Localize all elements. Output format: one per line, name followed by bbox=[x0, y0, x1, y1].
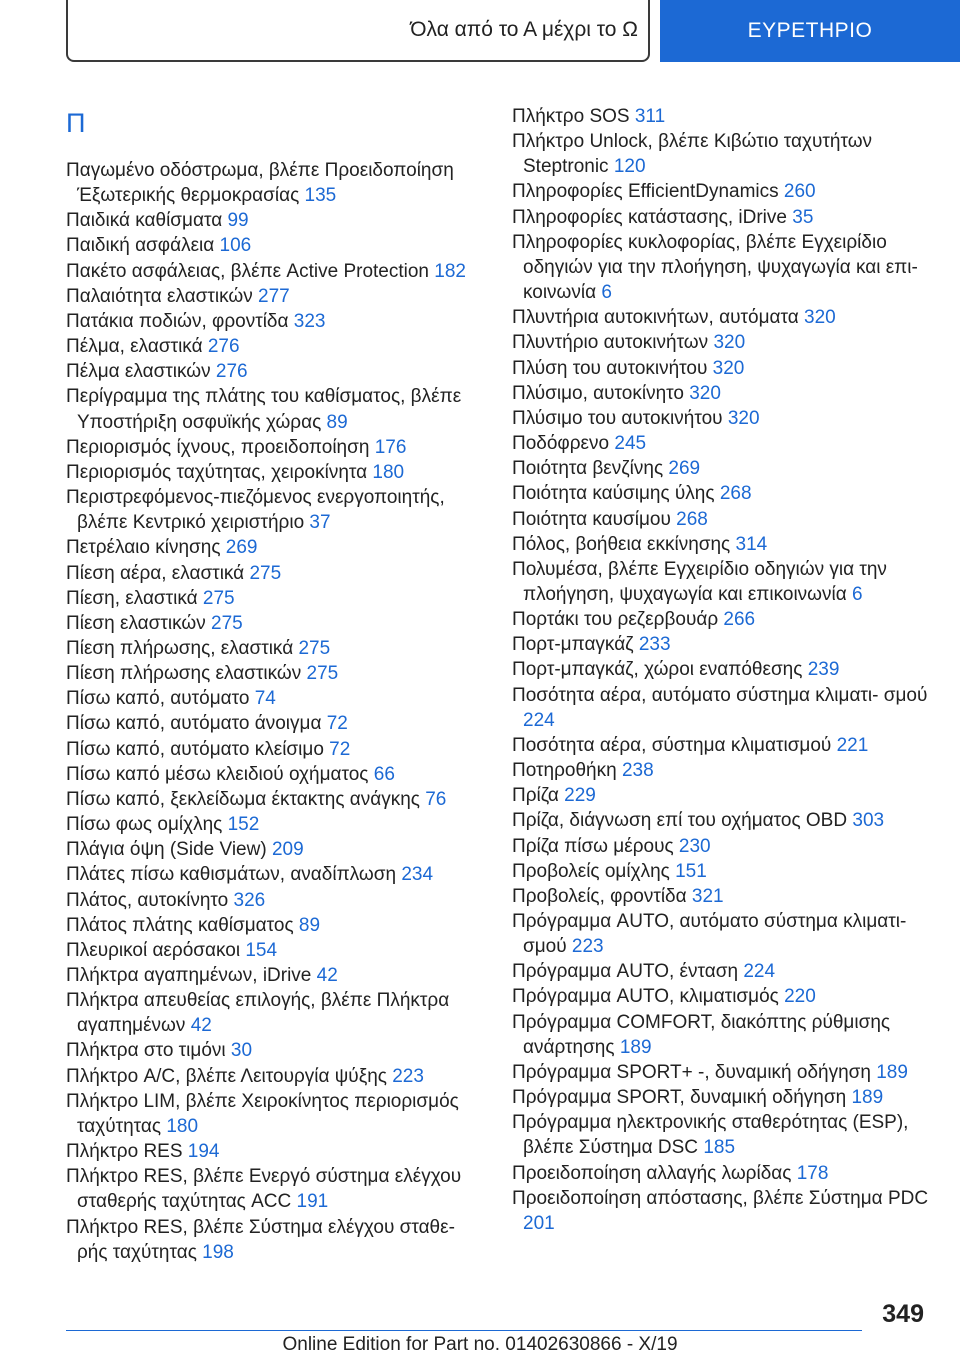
index-entry bbox=[512, 909, 942, 959]
entry-page-link[interactable]: 266 bbox=[723, 609, 756, 631]
entry-page-link[interactable]: 201 bbox=[523, 1212, 555, 1234]
entry-page-link[interactable]: 89 bbox=[326, 411, 348, 433]
index-entry bbox=[66, 460, 486, 485]
index-entry bbox=[66, 1038, 486, 1063]
entry-text: Περιορισμός ταχύτητας, χειροκίνητα bbox=[66, 461, 368, 483]
index-entry bbox=[512, 632, 942, 657]
entry-page-link[interactable]: 99 bbox=[227, 210, 249, 232]
index-entry bbox=[66, 661, 486, 686]
entry-page-link[interactable]: 233 bbox=[638, 634, 671, 656]
index-entry bbox=[66, 812, 486, 837]
entry-page-link[interactable]: 269 bbox=[225, 537, 258, 559]
index-entry bbox=[512, 406, 942, 431]
index-entry bbox=[66, 1164, 486, 1214]
index-entry bbox=[512, 959, 942, 984]
entry-page-link[interactable]: 182 bbox=[434, 260, 466, 282]
index-entry bbox=[66, 233, 486, 258]
index-entry bbox=[66, 259, 486, 284]
entry-text: Πλήκτρο Unlock, βλέπε Κιβώτιο ταχυτήτων Steptronic bbox=[512, 131, 873, 178]
entry-page-link[interactable]: 275 bbox=[306, 663, 339, 685]
entry-page-link[interactable]: 224 bbox=[743, 961, 776, 983]
index-entry bbox=[512, 683, 942, 733]
index-entry bbox=[512, 305, 942, 330]
entry-text: Πλυντήριο αυτοκινήτων bbox=[512, 332, 709, 354]
entry-page-link[interactable]: 72 bbox=[326, 713, 348, 735]
entry-page-link[interactable]: 277 bbox=[258, 285, 290, 307]
entry-text: Ποσότητα αέρα, αυτόματο σύστημα κλιματι‐ σμού bbox=[512, 684, 928, 706]
entry-page-link[interactable]: 275 bbox=[202, 587, 235, 609]
index-entry bbox=[66, 686, 486, 711]
entry-text: Πίσω καπό μέσω κλειδιού οχήματος bbox=[66, 763, 369, 785]
index-entry bbox=[512, 834, 942, 859]
entry-page-link[interactable]: 323 bbox=[293, 310, 326, 332]
entry-text: Πλάτος πλάτης καθίσματος bbox=[66, 914, 294, 936]
entry-page-link[interactable]: 194 bbox=[187, 1141, 220, 1163]
entry-page-link[interactable]: 154 bbox=[245, 939, 278, 961]
entry-page-link[interactable]: 303 bbox=[852, 810, 885, 832]
index-entry bbox=[66, 913, 486, 938]
entry-text: Ποτηροθήκη bbox=[512, 760, 617, 782]
entry-page-link[interactable]: 269 bbox=[668, 458, 701, 480]
entry-page-link[interactable]: 185 bbox=[703, 1137, 736, 1159]
entry-page-link[interactable]: 320 bbox=[689, 382, 721, 404]
index-entry bbox=[66, 208, 486, 233]
entry-text: Προβολείς ομίχλης bbox=[512, 860, 670, 882]
entry-page-link[interactable]: 234 bbox=[401, 864, 434, 886]
entry-text: Πρόγραμμα ηλεκτρονικής σταθερότητας (ESP), βλέπε Σύστημα DSC bbox=[512, 1112, 909, 1159]
entry-text: Πλύση του αυτοκινήτου bbox=[512, 357, 708, 379]
entry-page-link[interactable]: 42 bbox=[190, 1015, 212, 1037]
index-entry bbox=[66, 988, 486, 1038]
index-entry bbox=[66, 611, 486, 636]
entry-page-link[interactable]: 276 bbox=[215, 361, 248, 383]
entry-page-link[interactable]: 275 bbox=[211, 612, 243, 634]
entry-text: Πρόγραμμα COMFORT, διακόπτης ρύθμισης ανάρτησης bbox=[512, 1011, 891, 1058]
entry-text: Πίεση πλήρωσης, ελαστικά bbox=[66, 637, 294, 659]
entry-page-link[interactable]: 135 bbox=[304, 185, 337, 207]
entry-page-link[interactable]: 178 bbox=[796, 1162, 829, 1184]
index-entry bbox=[66, 309, 486, 334]
entry-page-link[interactable]: 42 bbox=[316, 965, 338, 986]
index-entry bbox=[512, 984, 942, 1009]
index-entry bbox=[512, 758, 942, 783]
index-entry bbox=[66, 1064, 486, 1089]
entry-page-link[interactable]: 260 bbox=[783, 181, 816, 203]
entry-text: Πακέτο ασφάλειας, βλέπε Active Protection bbox=[66, 260, 429, 282]
entry-page-link[interactable]: 76 bbox=[425, 788, 447, 810]
entry-text: Ποιότητα βενζίνης bbox=[512, 458, 664, 480]
entry-page-link[interactable]: 320 bbox=[713, 332, 746, 354]
entry-text: Πόλος, βοήθεια εκκίνησης bbox=[512, 533, 731, 555]
entry-text: Πλήκτρο LIM, βλέπε Χειροκίνητος περιορισμός ταχύτητας bbox=[66, 1090, 459, 1137]
entry-text: Πρόγραμμα SPORT, δυναμική οδήγηση bbox=[512, 1087, 847, 1109]
entry-text: Πλάτες πίσω καθισμάτων, αναδίπλωση bbox=[66, 864, 397, 886]
entry-page-link[interactable]: 320 bbox=[712, 357, 745, 379]
entry-text: Περιστρεφόμενος-πιεζόμενος ενεργοποιητής, βλέπε Κεντρικό χειριστήριο bbox=[66, 487, 445, 534]
entry-page-link[interactable]: 238 bbox=[621, 760, 654, 782]
entry-text: Πορτ-μπαγκάζ bbox=[512, 634, 634, 656]
index-entry bbox=[512, 205, 942, 230]
entry-page-link[interactable]: 268 bbox=[719, 483, 752, 505]
index-entry bbox=[512, 330, 942, 355]
index-label: ΕΥΡΕΤΗΡΙΟ bbox=[747, 19, 873, 42]
entry-page-link[interactable]: 152 bbox=[227, 814, 260, 836]
entry-text: Πρίζα bbox=[512, 785, 559, 807]
index-entry bbox=[66, 1139, 486, 1164]
entry-page-link[interactable]: 176 bbox=[374, 436, 407, 458]
entry-text: Πατάκια ποδιών, φροντίδα bbox=[66, 310, 289, 332]
entry-text: Πρόγραμμα AUTO, κλιματισμός bbox=[512, 986, 779, 1008]
index-entry bbox=[66, 787, 486, 812]
index-entry bbox=[512, 507, 942, 532]
index-entry bbox=[66, 561, 486, 586]
entry-text: Προβολείς, φροντίδα bbox=[512, 885, 687, 907]
entry-text: Πλήκτρο SOS bbox=[512, 106, 630, 127]
index-tab[interactable] bbox=[660, 0, 960, 62]
entry-page-link[interactable]: 320 bbox=[727, 407, 760, 429]
index-entry bbox=[512, 783, 942, 808]
index-column-right bbox=[512, 104, 942, 1236]
entry-page-link[interactable]: 198 bbox=[202, 1241, 234, 1263]
footer-divider bbox=[66, 1330, 862, 1331]
entry-page-link[interactable]: 275 bbox=[249, 562, 282, 584]
entry-page-link[interactable]: 89 bbox=[298, 914, 321, 936]
entry-text: Προειδοποίηση αλλαγής λωρίδας bbox=[512, 1162, 792, 1184]
index-entry bbox=[66, 837, 486, 862]
index-entry bbox=[512, 1060, 942, 1085]
entry-text: Πρόγραμμα AUTO, αυτόματο σύστημα κλιματι‐ σμού bbox=[512, 911, 907, 958]
entry-page-link[interactable]: 189 bbox=[876, 1061, 908, 1083]
entry-page-link[interactable]: 229 bbox=[564, 785, 596, 807]
entry-page-link[interactable]: 189 bbox=[619, 1036, 652, 1058]
entry-text: Πρόγραμμα AUTO, ένταση bbox=[512, 961, 739, 983]
entry-page-link[interactable]: 268 bbox=[676, 508, 708, 530]
entry-page-link[interactable]: 220 bbox=[784, 986, 816, 1008]
entry-text: Πλευρικοί αερόσακοι bbox=[66, 939, 241, 961]
entry-page-link[interactable]: 314 bbox=[735, 533, 768, 555]
entry-page-link[interactable]: 180 bbox=[166, 1115, 199, 1137]
index-entry bbox=[66, 158, 486, 208]
index-entry bbox=[512, 733, 942, 758]
entry-page-link[interactable]: 120 bbox=[613, 156, 646, 178]
section-title: Όλα από το Α μέχρι το Ω bbox=[410, 18, 638, 41]
entry-text: Πολυμέσα, βλέπε Εγχειρίδιο οδηγιών για την πλοήγηση, ψυχαγωγία και επικοινωνία bbox=[512, 558, 887, 605]
entry-text: Πλάτος, αυτοκίνητο bbox=[66, 889, 229, 911]
entry-text: Πλήκτρα στο τιμόνι bbox=[66, 1040, 226, 1062]
entry-list-left bbox=[66, 158, 486, 1265]
entry-page-link[interactable]: 66 bbox=[373, 763, 395, 785]
index-column-left bbox=[66, 104, 486, 1265]
entry-text: Πλήκτρα αγαπημένων, iDrive bbox=[66, 965, 312, 986]
entry-page-link[interactable]: 320 bbox=[804, 307, 836, 329]
entry-text: Παγωμένο οδόστρωμα, βλέπε Προειδοποίηση Έξωτερικής θερμοκρασίας bbox=[66, 160, 454, 207]
entry-text: Πίεση, ελαστικά bbox=[66, 587, 198, 609]
entry-text: Περιορισμός ίχνους, προειδοποίηση bbox=[66, 436, 370, 458]
index-entry bbox=[512, 1186, 942, 1236]
entry-page-link[interactable]: 224 bbox=[523, 709, 555, 731]
entry-text: Ποδόφρενο bbox=[512, 433, 610, 455]
entry-text: Πίσω φως ομίχλης bbox=[66, 814, 223, 836]
entry-page-link[interactable]: 326 bbox=[233, 889, 266, 911]
entry-page-link[interactable]: 245 bbox=[614, 433, 647, 455]
index-entry bbox=[66, 888, 486, 913]
entry-text: Πετρέλαιο κίνησης bbox=[66, 537, 221, 559]
entry-page-link[interactable]: 106 bbox=[219, 235, 252, 257]
entry-page-link[interactable]: 72 bbox=[329, 738, 351, 760]
entry-page-link[interactable]: 30 bbox=[230, 1040, 253, 1062]
entry-page-link[interactable]: 189 bbox=[851, 1087, 884, 1109]
entry-text: Πλήκτρο RES, βλέπε Ενεργό σύστημα ελέγχου σταθερής ταχύτητας ACC bbox=[66, 1166, 462, 1213]
entry-text: Ποιότητα καυσίμου bbox=[512, 508, 671, 530]
entry-text: Πίσω καπό, αυτόματο κλείσιμο bbox=[66, 738, 324, 760]
index-entry bbox=[66, 359, 486, 384]
entry-text: Πλήκτρα απευθείας επιλογής, βλέπε Πλήκτρα αγαπημένων bbox=[66, 990, 450, 1037]
index-entry bbox=[66, 435, 486, 460]
index-entry bbox=[66, 636, 486, 661]
index-entry bbox=[66, 737, 486, 762]
entry-page-link[interactable]: 275 bbox=[298, 637, 331, 659]
index-entry bbox=[512, 884, 942, 909]
entry-text: Ποσότητα αέρα, σύστημα κλιματισμού bbox=[512, 734, 832, 756]
index-entry bbox=[66, 1089, 486, 1139]
index-entry bbox=[512, 431, 942, 456]
index-entry bbox=[66, 1215, 486, 1265]
entry-text: Πλήκτρο RES, βλέπε Σύστημα ελέγχου σταθε‐ ρής ταχύτητας bbox=[66, 1216, 455, 1263]
index-entry bbox=[66, 963, 486, 988]
index-entry bbox=[512, 481, 942, 506]
entry-text: Περίγραμμα της πλάτης του καθίσματος, βλέπε Υποστήριξη οσφυϊκής χώρας bbox=[66, 386, 462, 433]
index-entry bbox=[512, 1010, 942, 1060]
entry-text: Πληροφορίες EfficientDynamics bbox=[512, 181, 779, 203]
entry-page-link[interactable]: 151 bbox=[675, 860, 707, 882]
index-entry bbox=[66, 862, 486, 887]
entry-page-link[interactable]: 74 bbox=[254, 688, 276, 710]
entry-page-link[interactable]: 311 bbox=[634, 106, 666, 127]
index-entry bbox=[66, 535, 486, 560]
index-entry bbox=[66, 384, 486, 434]
entry-page-link[interactable]: 230 bbox=[678, 835, 711, 857]
index-entry bbox=[512, 1110, 942, 1160]
section-title-tab bbox=[66, 0, 650, 62]
index-entry bbox=[66, 485, 486, 535]
entry-text: Πίεση πλήρωσης ελαστικών bbox=[66, 663, 302, 685]
entry-text: Πίσω καπό, αυτόματο άνοιγμα bbox=[66, 713, 322, 735]
index-entry bbox=[512, 657, 942, 682]
entry-page-link[interactable]: 6 bbox=[852, 583, 863, 605]
index-entry bbox=[512, 557, 942, 607]
entry-text: Ποιότητα καύσιμης ύλης bbox=[512, 483, 715, 505]
entry-list-right bbox=[512, 104, 942, 1236]
entry-page-link[interactable]: 191 bbox=[296, 1191, 329, 1213]
entry-page-link[interactable]: 239 bbox=[807, 659, 840, 681]
index-entry bbox=[512, 607, 942, 632]
entry-text: Πέλμα, ελαστικά bbox=[66, 336, 203, 358]
entry-page-link[interactable]: 6 bbox=[601, 282, 612, 304]
entry-text: Πορτ-μπαγκάζ, χώροι εναπόθεσης bbox=[512, 659, 803, 681]
entry-page-link[interactable]: 223 bbox=[571, 936, 604, 958]
index-entry bbox=[66, 586, 486, 611]
entry-page-link[interactable]: 180 bbox=[372, 461, 405, 483]
index-entry bbox=[512, 104, 942, 129]
entry-page-link[interactable]: 223 bbox=[392, 1065, 424, 1087]
entry-page-link[interactable]: 221 bbox=[836, 734, 869, 756]
index-entry bbox=[512, 381, 942, 406]
index-entry bbox=[66, 334, 486, 359]
entry-text: Πίεση ελαστικών bbox=[66, 612, 206, 634]
entry-text: Πλύσιμο του αυτοκινήτου bbox=[512, 407, 723, 429]
index-entry bbox=[66, 284, 486, 309]
entry-text: Παιδική ασφάλεια bbox=[66, 235, 215, 257]
edition-note: Online Edition for Part no. 01402630866 - X/19 bbox=[282, 1334, 678, 1355]
entry-text: Πλήκτρο A/C, βλέπε Λειτουργία ψύξης bbox=[66, 1065, 387, 1087]
index-entry bbox=[512, 356, 942, 381]
section-letter: Π bbox=[66, 108, 86, 138]
entry-text: Πρίζα πίσω μέρους bbox=[512, 835, 674, 857]
page-number: 349 bbox=[882, 1300, 924, 1328]
entry-text: Πληροφορίες κυκλοφορίας, βλέπε Εγχειρίδιο οδηγιών για την πλοήγηση, ψυχαγωγία και επι‐ κοινωνία bbox=[512, 231, 918, 304]
index-entry bbox=[512, 129, 942, 179]
entry-page-link[interactable]: 37 bbox=[309, 512, 331, 534]
index-entry bbox=[512, 808, 942, 833]
entry-text: Πορτάκι του ρεζερβουάρ bbox=[512, 609, 719, 631]
index-entry bbox=[512, 859, 942, 884]
entry-page-link[interactable]: 321 bbox=[691, 885, 724, 907]
index-entry bbox=[66, 762, 486, 787]
entry-text: Πληροφορίες κατάστασης, iDrive bbox=[512, 206, 787, 228]
entry-text: Προειδοποίηση απόστασης, βλέπε Σύστημα PDC bbox=[512, 1187, 929, 1209]
entry-text: Πίσω καπό, αυτόματο bbox=[66, 688, 250, 710]
index-entry bbox=[512, 532, 942, 557]
index-entry bbox=[66, 938, 486, 963]
entry-text: Πρόγραμμα SPORT+ -, δυναμική οδήγηση bbox=[512, 1061, 871, 1083]
index-entry bbox=[512, 230, 942, 305]
entry-page-link[interactable]: 276 bbox=[207, 336, 240, 358]
entry-page-link[interactable]: 35 bbox=[792, 206, 814, 228]
entry-page-link[interactable]: 209 bbox=[271, 839, 304, 861]
entry-text: Πέλμα ελαστικών bbox=[66, 361, 211, 383]
entry-text: Πρίζα, διάγνωση επί του οχήματος OBD bbox=[512, 810, 848, 832]
index-entry bbox=[512, 179, 942, 204]
entry-text: Παλαιότητα ελαστικών bbox=[66, 285, 253, 307]
entry-text: Πλάγια όψη (Side View) bbox=[66, 839, 267, 861]
index-entry bbox=[66, 711, 486, 736]
index-entry bbox=[512, 1085, 942, 1110]
entry-text: Πλύσιμο, αυτοκίνητο bbox=[512, 382, 684, 404]
entry-text: Παιδικά καθίσματα bbox=[66, 210, 223, 232]
index-entry bbox=[512, 1161, 942, 1186]
entry-text: Πίσω καπό, ξεκλείδωμα έκτακτης ανάγκης bbox=[66, 788, 420, 810]
entry-text: Πλήκτρο RES bbox=[66, 1141, 183, 1163]
index-entry bbox=[512, 456, 942, 481]
entry-text: Πίεση αέρα, ελαστικά bbox=[66, 562, 245, 584]
entry-text: Πλυντήρια αυτοκινήτων, αυτόματα bbox=[512, 307, 799, 329]
